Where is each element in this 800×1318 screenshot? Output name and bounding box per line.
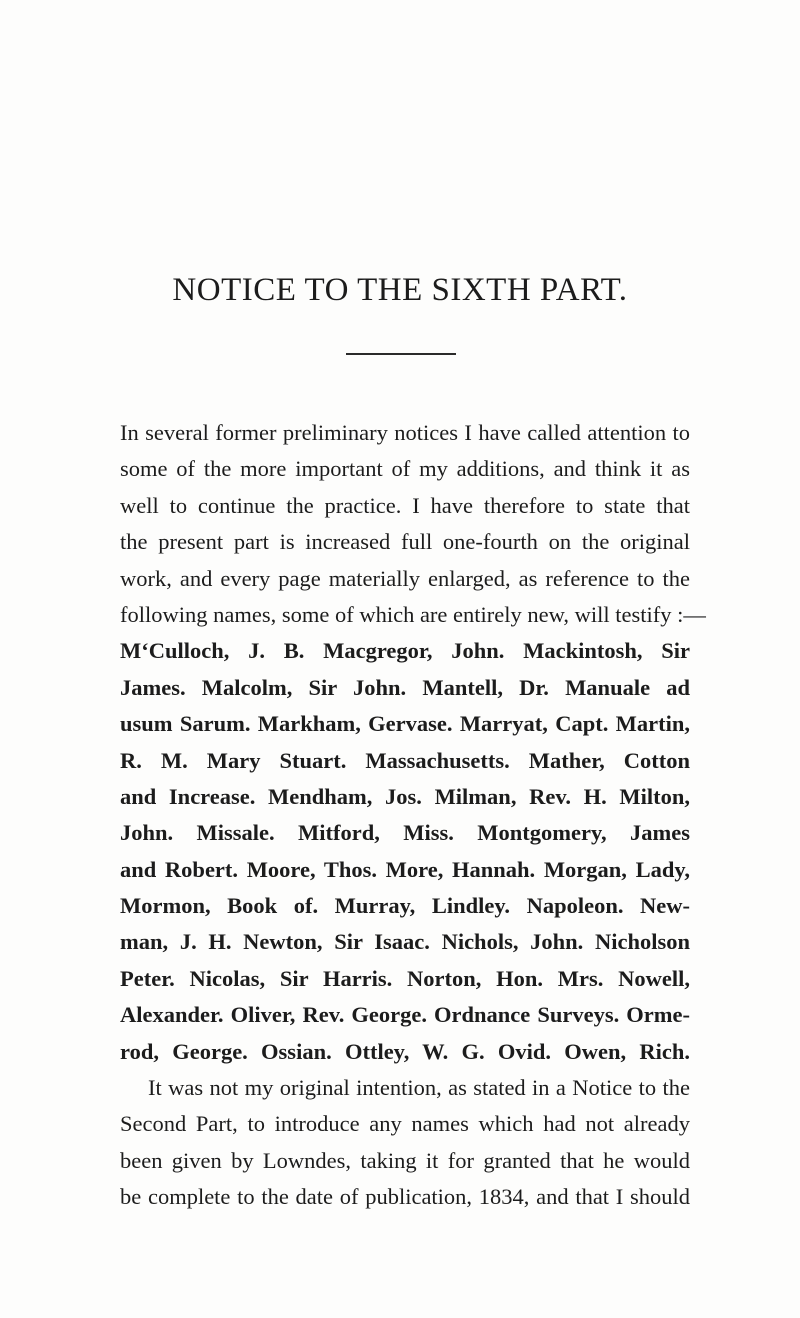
page-title: NOTICE TO THE SIXTH PART. <box>172 272 628 308</box>
paragraph-1-line-13: and Robert. Moore, Thos. More, Hannah. Morgan, Lady, <box>120 856 690 882</box>
paragraph-1-line-18: rod, George. Ossian. Ottley, W. G. Ovid. Owen, Rich. <box>120 1038 690 1064</box>
body-text <box>120 415 706 1216</box>
paragraph-1-line-4: the present part is increased full one-fourth on the original <box>120 529 690 555</box>
paragraph-1-line-15: man, J. H. Newton, Sir Isaac. Nichols, John. Nicholson <box>120 929 690 955</box>
paragraph-1-line-7: M‘Culloch, J. B. Macgregor, John. Mackintosh, Sir <box>120 638 690 664</box>
paragraph-1-line-11: and Increase. Mendham, Jos. Milman, Rev. H. Milton, <box>120 783 690 809</box>
paragraph-2-line-4: be complete to the date of publication, 1834, and that I should <box>120 1184 690 1210</box>
paragraph-1-line-12: John. Missale. Mitford, Miss. Montgomery, James <box>120 820 690 846</box>
paragraph-1-line-16: Peter. Nicolas, Sir Harris. Norton, Hon. Mrs. Nowell, <box>120 965 690 991</box>
paragraph-1-line-5: work, and every page materially enlarged, as reference to the <box>120 565 690 591</box>
paragraph-1-line-3: well to continue the practice. I have therefore to state that <box>120 492 690 518</box>
paragraph-1-line-14: Mormon, Book of. Murray, Lindley. Napoleon. New- <box>120 893 690 919</box>
paragraph-2-line-1: It was not my original intention, as stated in a Notice to the <box>148 1075 690 1101</box>
title-divider <box>346 353 456 355</box>
paragraph-2-line-2: Second Part, to introduce any names which had not already <box>120 1111 690 1137</box>
paragraph-2-line-3: been given by Lowndes, taking it for granted that he would <box>120 1147 690 1173</box>
paragraph-1-line-6: following names, some of which are entirely new, will testify :— <box>120 601 706 627</box>
paragraph-1-line-17: Alexander. Oliver, Rev. George. Ordnance Surveys. Orme- <box>120 1002 690 1028</box>
paragraph-1-line-10: R. M. Mary Stuart. Massachusetts. Mather, Cotton <box>120 747 690 773</box>
paragraph-1-line-2: some of the more important of my additions, and think it as <box>120 456 690 482</box>
paragraph-1-line-9: usum Sarum. Markham, Gervase. Marryat, Capt. Martin, <box>120 711 690 737</box>
paragraph-1-line-8: James. Malcolm, Sir John. Mantell, Dr. Manuale ad <box>120 674 690 700</box>
paragraph-1-line-1: In several former preliminary notices I have called attention to <box>120 420 690 445</box>
